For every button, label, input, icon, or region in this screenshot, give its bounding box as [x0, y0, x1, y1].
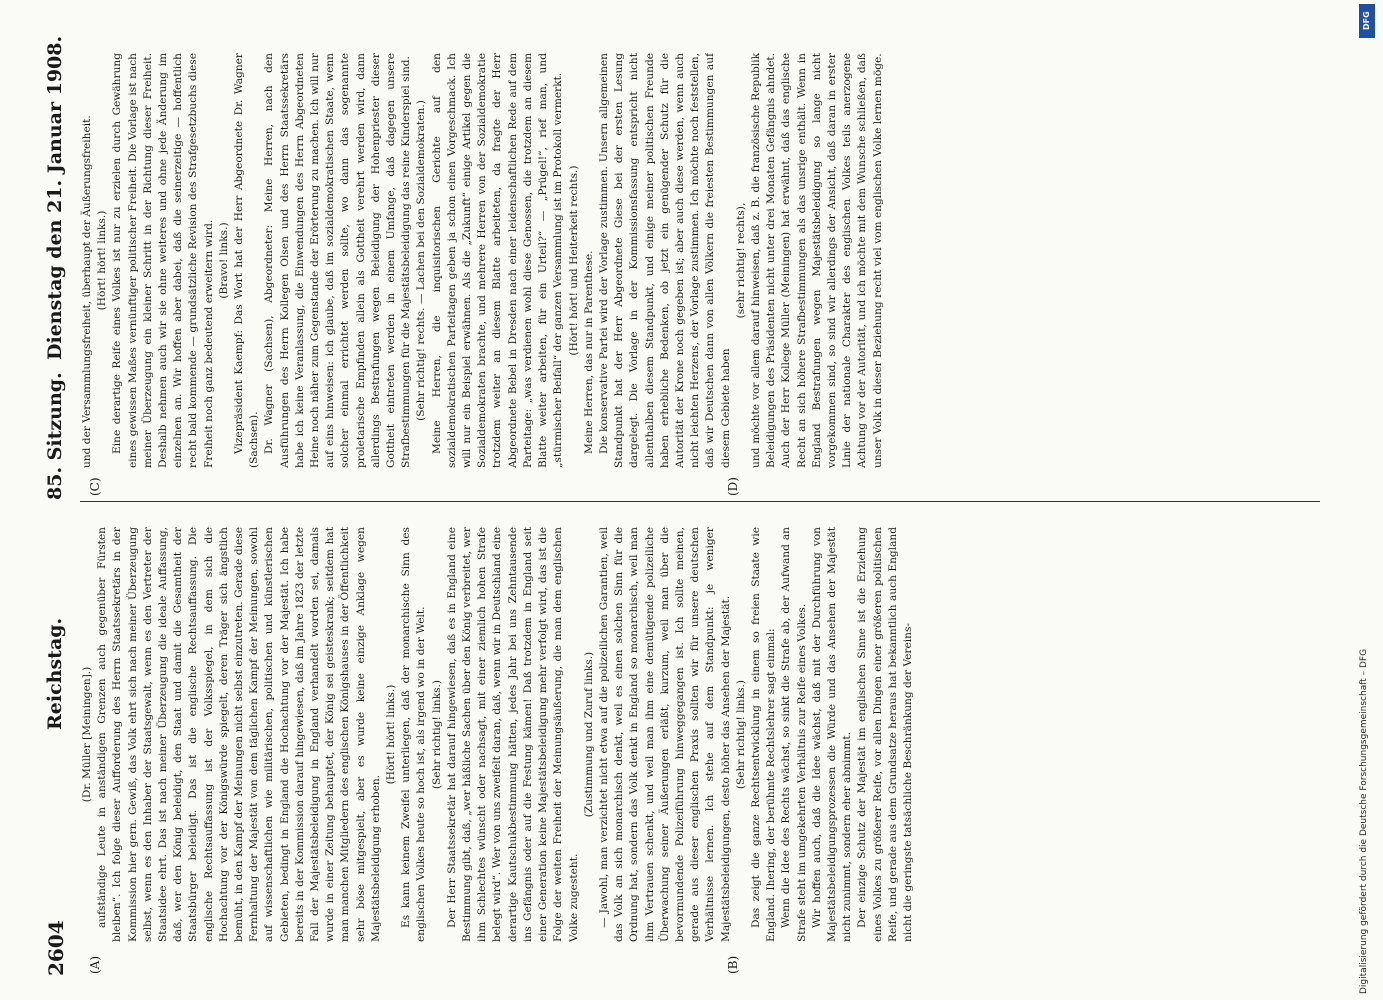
dfg-logo: DFG — [1359, 4, 1375, 38]
digitization-sidebar — [1359, 4, 1377, 996]
margin-marker-c: (C) — [88, 477, 102, 496]
header-reichstag: Reichstag. — [44, 617, 66, 730]
interjection: (Zustimmung und Zuruf links.) — [582, 651, 595, 818]
interjection: (Hört! hört! und Heiterkeit rechts.) — [567, 165, 580, 356]
interjection: (Sehr richtig! rechts. — Lachen bei den Sozialdemokraten.) — [415, 100, 428, 421]
paragraph: aufständige Leute in anständigen Grenzen auch gegenüber Fürsten bleiben“. Ich folge dieser Aufforderung des Herrn Staatssekretärs in der Kommission hier gern. Gewiß, das Volk ehrt sich nach meiner Überzeugung selbst, wenn es den Inhaber der Staatsgewalt, wenn es den Vertreter der Staatsidee ehrt. Das ist nach meiner Überzeugung die ideale Auffassung, daß, wer den König beleidigt, den Staat und damit die Gesamtheit der Staatsbürger beleidigt. Das ist die englische Rechtsauffassung. Die englische Rechtsauffassung ist der Volksspiegel, in dem sich die Hochachtung vor der Königswürde spiegelt, deren Träger sich ängstlich bemüht, in den Kampf der Meinungen nicht selbst einzutreten. Gerade diese Fernhaltung der Majestät von dem täglichen Kampf der Meinungen, sowohl auf wissenschaftlichen wie militärischen, politischen und künstlerischen Gebieten, bedingt in England die Hochachtung vor der Majestät. Ich habe bereits in der Kommission darauf hingewiesen, daß im Jahre 1823 der letzte Fall der Majestätsbeleidigung in England verhandelt worden sei, damals wurde in einer Zeitung behauptet, der König sei geisteskrank; seitdem hat man manchen Mitgliedern des englischen Königshauses in der Öffentlichkeit sehr böse mitgespielt, aber es wurde keine einzige Anklage wegen Majestätsbeleidigung erhoben. — [96, 527, 382, 942]
right-column — [80, 53, 1330, 468]
header-date: Dienstag den 21. Januar 1908. — [44, 35, 66, 360]
paragraph: Der Herr Staatssekretär hat darauf hingewiesen, daß es in England eine Bestimmung gibt, daß, „wer häßliche Sachen über den König verbreitet, wer ihm Schlechtes wünscht oder nachsagt, mit einer ziemlich hohen Strafe belegt wird“. Wer von uns zweifelt daran, daß, wenn wir in Deutschland eine derartige Kautschukbestimmung hätten, jedes Jahr bei uns Zehntausende ins Gefängnis oder auf die Festung kämen! Daß trotzdem in England seit einer Generation keine Majestätsbeleidigung mehr verfolgt wird, das ist die Folge der weiten Freiheit der Meinungsäußerung, die man dem englischen Volke zugesteht. — [445, 527, 580, 942]
paragraph: Der einzige Schutz der Majestät im englischen Sinne ist die Erziehung eines Volkes zu größerer Reife, vor allen Dingen einer größeren politischen Reife, und gerade aus dem Grundsatze heraus hat bekanntlich auch England nicht die geringste tatsächliche Beschränkung der Vereins- — [856, 527, 914, 942]
page-header — [36, 20, 76, 980]
paragraph: und der Versammlungsfreiheit, überhaupt der Äußerungsfreiheit. — [81, 115, 93, 468]
left-column — [80, 527, 1330, 942]
margin-marker-d: (D) — [726, 477, 740, 496]
paragraph: Die konservative Partei wird der Vorlage zustimmen. Unsern allgemeinen Standpunkt hat der Herr Abgeordnete Giese bei der ersten Lesung dargelegt. Die Vorlage in der Kommissionsfassung entspricht nicht allenthalben diesem Standpunkt, und einige meiner politischen Freunde haben erhebliche Bedenken, ob jetzt ein genügender Schutz für die Autorität der Krone noch gegeben ist; aber auch diese werden, wenn auch nicht leichten Herzens, der Vorlage zustimmen. Ich möchte noch feststellen, daß wir Deutschen dann von allen Völkern die freiesten Bestimmungen auf diesem Gebiete haben — [597, 53, 732, 468]
margin-marker-b: (B) — [726, 955, 740, 974]
rotated-page-content — [36, 20, 1336, 980]
quotation: Wenn die Idee des Rechts wächst, so sinkt die Strafe ab, der Aufwand an Strafe steht im umgekehrten Verhältnis zur Reife eines Volkes. — [780, 527, 808, 942]
paragraph: Wir hoffen auch, daß die Idee wächst, daß mit der Durchführung von Majestätsbeleidigungsprozessen die Würde und das Ansehen der Majestät nicht zunimmt, sondern eher abnimmt. — [810, 527, 854, 942]
paragraph: — Jawohl, man verzichtet nicht etwa auf die polizeilichen Garantien, weil das Volk an sich monarchisch denkt, weil es einen solchen Sinn für die Ordnung hat, sondern das Volk denkt in England so monarchisch, weil man ihm Vertrauen schenkt, und weil man ihm eine demütigende polizeiliche Überwachung seiner Äußerungen erläßt, kurzum, weil man über die bevormundende Polizeiführung hinweggegangen ist. Ich sollte meinen, gerade aus dieser englischen Praxis sollten wir für unsere deutschen Verhältnisse lernen. Ich stehe auf dem Standpunkt: je weniger Majestätsbeleidigungen, desto höher das Ansehen der Majestät. — [597, 527, 732, 942]
paragraph: Eine derartige Reife eines Volkes ist nur zu erzielen durch Gewährung eines gewissen Maßes vernünftiger politischer Freiheit. Die Vorlage ist nach meiner Überzeugung ein kleiner Schritt in der Richtung dieser Freiheit. Deshalb nehmen auch wir sie ohne weiteres und ohne jede Änderung im einzelnen an. Wir hoffen aber dabei, daß die seinerzeitige — hoffentlich recht bald kommende — grundsätzliche Revision des Strafgesetzbuchs diese Freiheit noch ganz bedeutend erweitern wird. — [111, 53, 215, 468]
speaker-attribution: (Dr. Müller [Meiningen].) — [81, 666, 93, 803]
margin-marker-a: (A) — [88, 955, 102, 974]
column-divider — [80, 501, 1320, 502]
page-number: 2604 — [44, 920, 68, 976]
speaker-intro: Vizepräsident Kaempf: Das Wort hat der Herr Abgeordnete Dr. Wagner (Sachsen). — [233, 53, 261, 468]
interjection: (Hört! hört! links.) — [96, 210, 109, 311]
paragraph: und möchte vor allem darauf hinweisen, daß z. B. die französische Republik Beleidigungen des Präsidenten nicht unter drei Monaten Gefängnis ahndet. Auch der Herr Kollege Müller (Meiningen) hat erwähnt, daß das englische Recht an sich höhere Strafbestimmungen als das unsrige enthält. Wenn in England Bestrafungen wegen Majestätsbeleidigung so lange nicht vorgekommen sind, so sind wir allerdings der Ansicht, daß daran in erster Linie der nationale Charakter des englischen Volkes teils anerzogene Achtung vor der Autorität, und ich möchte mit dem Wunsche schließen, daß unser Volk in dieser Beziehung recht viel vom englischen Volke lernen möge. — [749, 53, 884, 468]
header-session: 85. Sitzung. — [44, 372, 66, 500]
interjection: (sehr richtig! rechts), — [734, 202, 747, 319]
interjection: (Sehr richtig! links.) — [430, 679, 443, 790]
interjection: (Sehr richtig! links.) — [734, 679, 747, 790]
digitization-credit: Digitalisierung gefördert durch die Deutsche Forschungsgemeinschaft – DFG — [1359, 648, 1369, 994]
interjection: (Bravo! links.) — [217, 222, 230, 299]
paragraph: Das zeigt die ganze Rechtsentwicklung in einem so freien Staate wie England. Ihering, der berühmte Rechtslehrer sagt einmal: — [749, 527, 778, 942]
paragraph: Dr. Wagner (Sachsen), Abgeordneter: Meine Herren, nach den Ausführungen des Herrn Kollegen Olsen und des Herrn Staatssekretärs habe ich keine Veranlassung, die Einwendungen des Herrn Abgeordneten Heine noch näher zum Gegenstande der Erörterung zu machen. Ich will nur auf eins hinweisen: ich glaube, daß im sozialdemokratischen Staate, wenn solcher einmal errichtet werden sollte, wo dann das sogenannte proletarische Empfinden allein als Gottheit verehrt werden wird, dann allerdings Bestrafungen wegen Beleidigung der Hohenpriester dieser Gottheit eintreten werden in einem Umfange, daß dagegen unsere Strafbestimmungen für die Majestätsbeleidigung das reine Kinderspiel sind. — [263, 53, 413, 468]
paragraph: Meine Herren, das nur in Parenthese. — [582, 250, 595, 454]
interjection: (Hört! hört! links.) — [385, 684, 398, 785]
paragraph: Es kann keinem Zweifel unterliegen, daß der monarchische Sinn des englischen Volkes heute so hoch ist, als irgend wo in der Welt. — [400, 527, 428, 942]
paragraph: Meine Herren, die inquisitorischen Gerichte auf den sozialdemokratischen Parteitagen geben ja schon einen Vorgeschmack. Ich will nur ein Beispiel erwähnen. Als die „Zukunft“ einige Artikel gegen die Sozialdemokraten brachte, und mehrere Herren von der Sozialdemokratie trotzdem weiter an diesem Blatte arbeiteten, da fragte der Herr Abgeordnete Bebel in Dresden nach einer leidenschaftlichen Rede auf dem Parteitage: „was verdienen wohl diese Genossen, die trotzdem an diesem Blatte weiter arbeiten, für ein Urteil?“ — „Prügel!“, rief man, und „stürmischer Beifall“ der ganzen Versammlung ist im Protokoll vermerkt. — [430, 53, 565, 468]
